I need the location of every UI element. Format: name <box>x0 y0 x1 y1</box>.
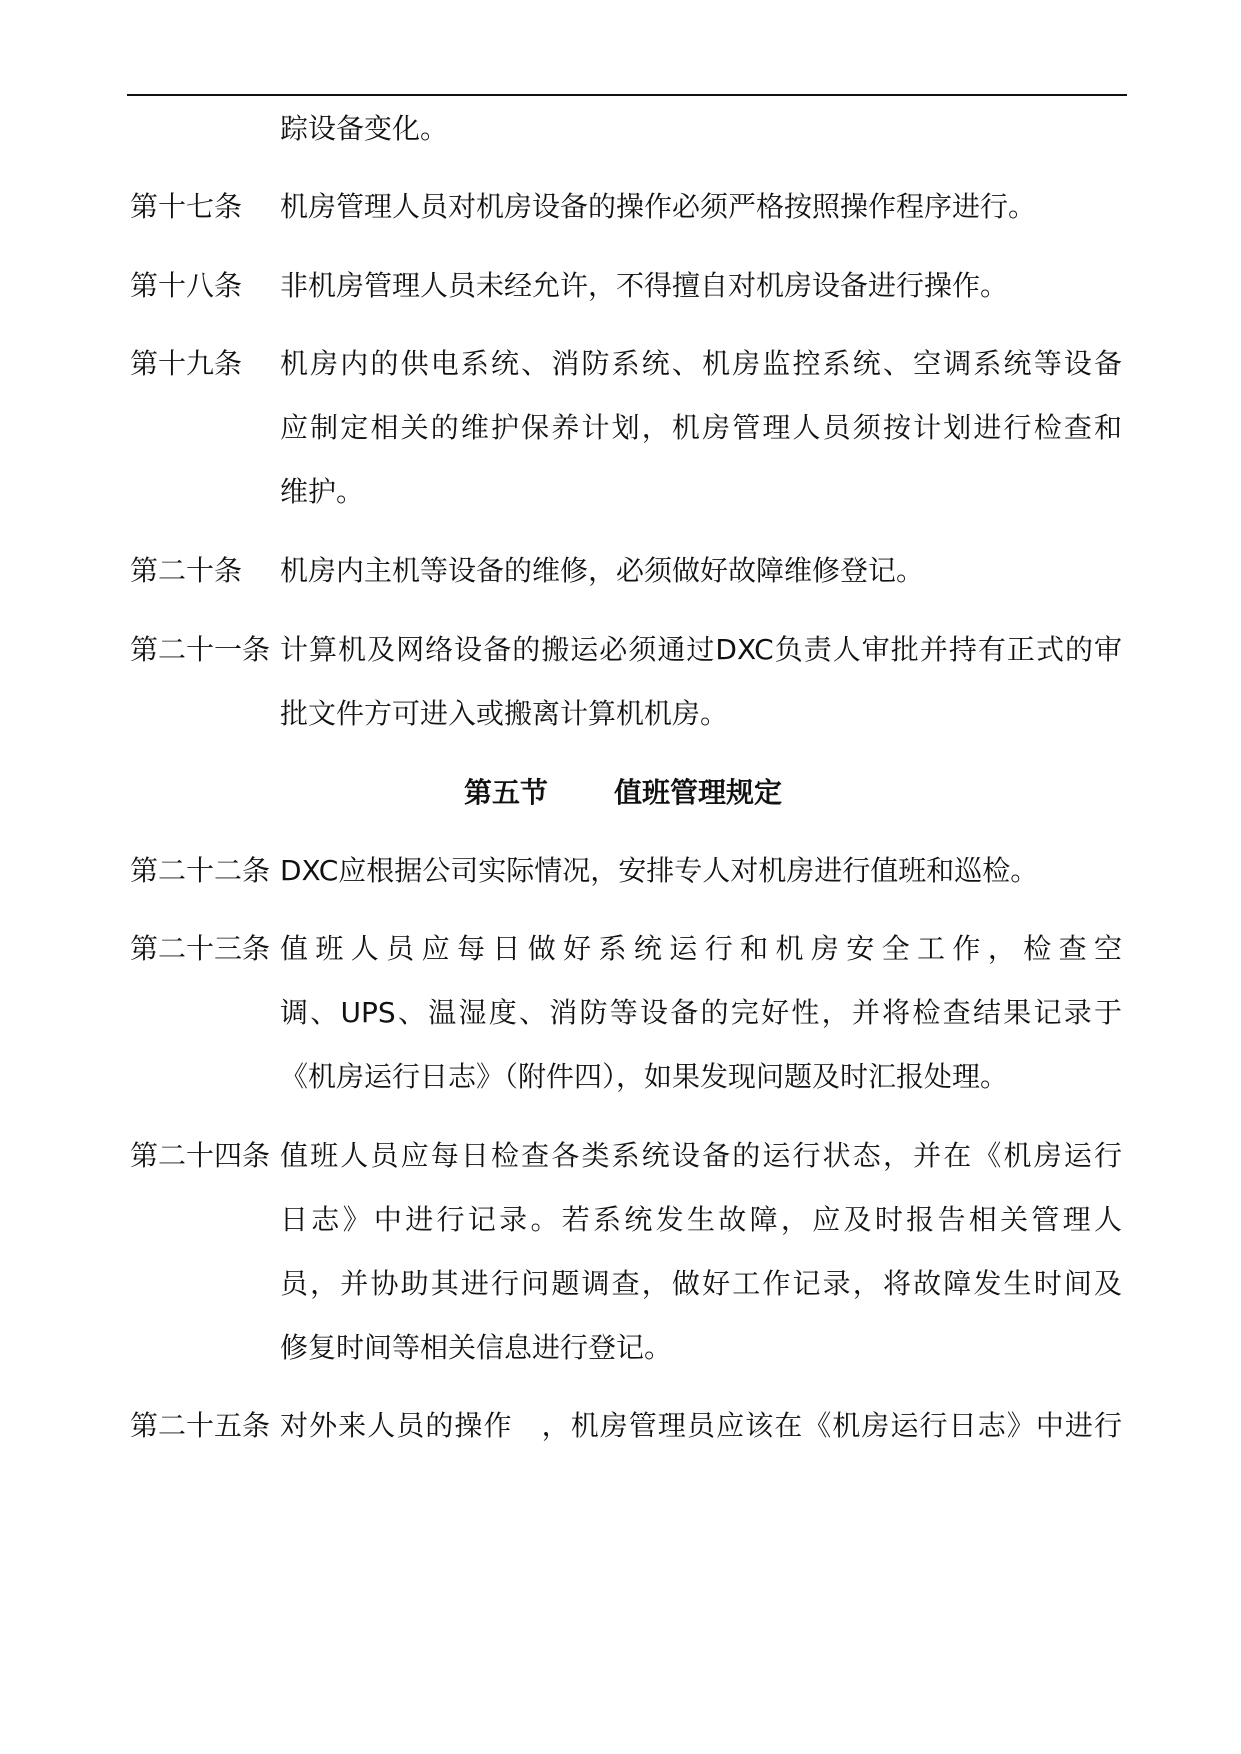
text-line: 值班人员应每日检查各类系统设备的运行状态，并在《机房运行 <box>280 1139 1122 1172</box>
article-number: 第二十一条 <box>130 633 271 666</box>
text-line: 应制定相关的维护保养计划，机房管理人员须按计划进行检查和 <box>280 411 1122 444</box>
text-line: 批文件方可进入或搬离计算机机房。 <box>280 697 729 730</box>
article-number: 第二十条 <box>130 554 243 587</box>
text-line: 值班人员应每日做好系统运行和机房安全工作，检查空 <box>280 932 1122 965</box>
article-number: 第二十三条 <box>130 932 271 965</box>
text-line: 调、UPS、温湿度、消防等设备的完好性，并将检查结果记录于 <box>280 996 1122 1029</box>
article-number: 第二十二条 <box>130 854 271 887</box>
text-line: 修复时间等相关信息进行登记。 <box>280 1331 673 1364</box>
article-number: 第十八条 <box>130 269 243 302</box>
text-line: 维护。 <box>280 475 365 508</box>
article-number: 第十九条 <box>130 347 243 380</box>
header-rule <box>127 94 1127 96</box>
text-line: DXC应根据公司实际情况，安排专人对机房进行值班和巡检。 <box>280 854 1039 887</box>
text-line: 《机房运行日志》（附件四），如果发现问题及时汇报处理。 <box>280 1060 1009 1093</box>
article-number: 第二十五条 <box>130 1409 271 1442</box>
text-line: 日志》中进行记录。若系统发生故障，应及时报告相关管理人 <box>280 1203 1122 1236</box>
text-line: 机房内主机等设备的维修，必须做好故障维修登记。 <box>280 554 925 587</box>
text-line: 踪设备变化。 <box>280 112 449 145</box>
text-line: 机房管理人员对机房设备的操作必须严格按照操作程序进行。 <box>280 190 1037 223</box>
article-number: 第十七条 <box>130 190 243 223</box>
section-number: 第五节 <box>464 776 549 809</box>
text-line: 员，并协助其进行问题调查，做好工作记录，将故障发生时间及 <box>280 1267 1122 1300</box>
text-line: 计算机及网络设备的搬运必须通过DXC负责人审批并持有正式的审 <box>280 633 1122 666</box>
article-number: 第二十四条 <box>130 1139 271 1172</box>
text-line: 非机房管理人员未经允许，不得擅自对机房设备进行操作。 <box>280 269 1009 302</box>
section-title: 值班管理规定 <box>614 776 783 809</box>
text-line: 机房内的供电系统、消防系统、机房监控系统、空调系统等设备 <box>280 347 1122 380</box>
text-line: 对外来人员的操作 ，机房管理员应该在《机房运行日志》中进行 <box>280 1409 1122 1442</box>
